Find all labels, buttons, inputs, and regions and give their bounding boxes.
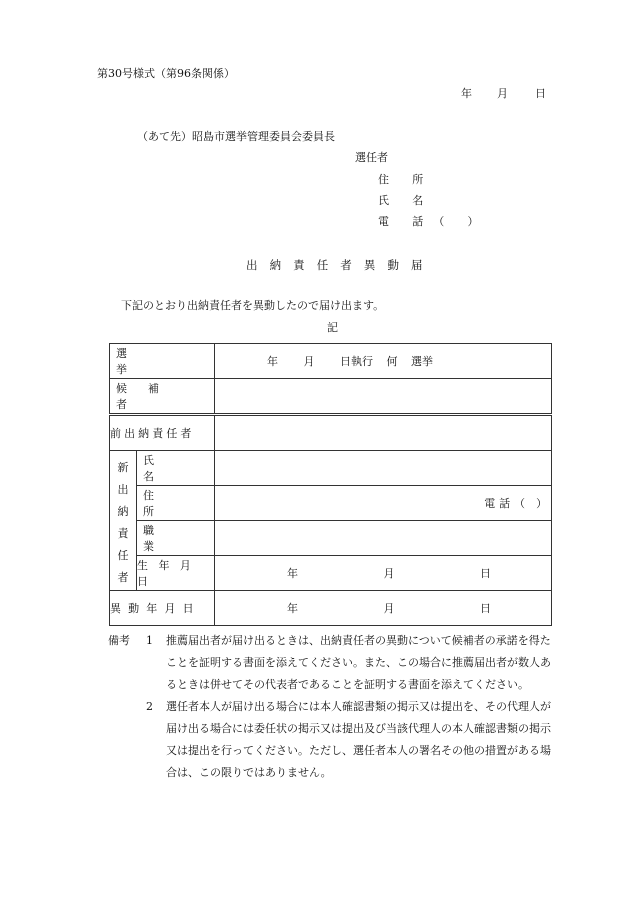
phone-label: 電話（ ） xyxy=(484,497,551,510)
note-text: 選任者本人が届け出る場合には本人確認書類の掲示又は提出を、その代理人が届け出る場合には委任状の掲示又は提出及び当該代理人の本人確認書類の掲示又は提出を行ってください。ただし、選任者本人の署名その他の措置がある場合は、この限りではありません。 xyxy=(166,700,551,779)
row-prev-treasurer xyxy=(110,415,552,451)
row-change-date xyxy=(110,591,552,626)
treasurer-change-table xyxy=(109,343,552,626)
election-value xyxy=(215,353,551,369)
birth-month: 月 xyxy=(383,567,395,580)
addressee: （あて先）昭島市選挙管理委員会委員長 xyxy=(137,130,335,143)
row-new-occupation xyxy=(110,521,552,556)
change-year: 年 xyxy=(287,602,298,615)
notes xyxy=(108,630,558,784)
new-treasurer-label-text: 新出納責任者 xyxy=(117,461,129,584)
row-candidate xyxy=(110,379,552,415)
prev-treasurer-value-cell[interactable] xyxy=(215,415,552,451)
note-num: 1 xyxy=(146,634,153,647)
election-label xyxy=(110,345,214,377)
change-date-label: 異動年月日 xyxy=(110,602,201,615)
change-date-value-cell[interactable] xyxy=(215,591,552,626)
note-item xyxy=(108,630,558,696)
election-label-text: 選挙 xyxy=(116,347,174,376)
new-occupation-value-cell[interactable] xyxy=(215,521,552,556)
election-suffix: 選挙 xyxy=(411,355,433,368)
appointer-label: 選任者 xyxy=(355,151,388,164)
row-election xyxy=(110,344,552,379)
appointer-phone-label: 電 話（ ） xyxy=(378,215,489,228)
change-day: 日 xyxy=(480,602,491,615)
birthdate-label: 生年月日 xyxy=(137,559,202,588)
notes-head: 備考 xyxy=(108,634,130,647)
row-new-address xyxy=(110,486,552,521)
election-what: 何 xyxy=(386,355,398,368)
birthdate-value-cell[interactable] xyxy=(215,556,552,591)
new-treasurer-label xyxy=(110,451,137,591)
date-month: 月 xyxy=(497,87,508,100)
appointer-name-label: 氏 名 xyxy=(378,194,434,207)
occupation-label: 職業 xyxy=(143,524,194,553)
birth-day: 日 xyxy=(480,567,491,580)
prev-treasurer-label: 前出納責任者 xyxy=(110,427,195,440)
document-title: 出納責任者異動届 xyxy=(246,258,435,272)
election-value-cell[interactable] xyxy=(215,344,552,379)
new-address-value-cell[interactable] xyxy=(215,486,552,521)
date-year: 年 xyxy=(461,87,472,100)
new-name-value-cell[interactable] xyxy=(215,451,552,486)
intro-text: 下記のとおり出納責任者を異動したので届け出ます。 xyxy=(121,299,385,312)
row-new-name xyxy=(110,451,552,486)
row-new-birthdate xyxy=(110,556,552,591)
candidate-value-cell[interactable] xyxy=(215,379,552,415)
change-month: 月 xyxy=(383,602,395,615)
form-number: 第30号様式（第96条関係） xyxy=(97,67,235,80)
ki-label: 記 xyxy=(327,321,338,334)
name-label: 氏名 xyxy=(143,454,194,483)
address-label: 住所 xyxy=(143,489,194,518)
election-day-exec: 日執行 xyxy=(340,355,373,368)
candidate-label: 候補者 xyxy=(116,382,180,411)
note-text: 推薦届出者が届け出るときは、出納責任者の異動について候補者の承諾を得たことを証明する書面を添えてください。また、この場合に推薦届出者が数人あるときは併せてその代表者であることを証明する書面を添えてください。 xyxy=(166,634,551,691)
birth-year: 年 xyxy=(287,567,298,580)
election-month: 月 xyxy=(303,355,315,368)
date-day: 日 xyxy=(535,87,546,100)
note-item xyxy=(108,696,558,784)
election-year: 年 xyxy=(267,355,278,368)
note-num: 2 xyxy=(146,700,153,713)
appointer-address-label: 住 所 xyxy=(378,173,434,186)
